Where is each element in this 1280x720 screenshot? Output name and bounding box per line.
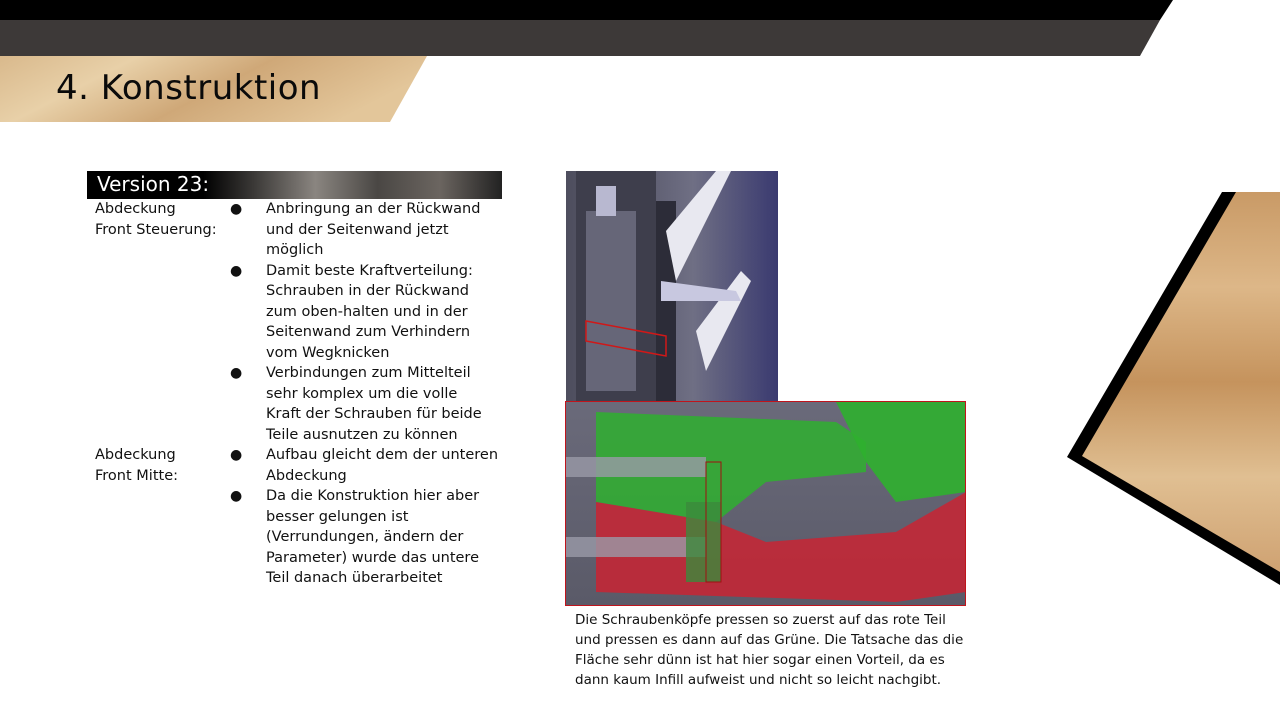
bullet-text: Damit beste Kraftverteilung:: [266, 262, 473, 279]
bullet-text: Abdeckung: [266, 467, 347, 484]
bullet-text: zum oben-halten und in der: [266, 303, 468, 320]
bullet-text: Verbindungen zum Mittelteil: [266, 365, 471, 381]
bullet-icon: ●: [230, 488, 243, 504]
bullet-text: Schrauben in der Rückwand: [266, 283, 469, 299]
bullet-text: Kraft der Schrauben für beide: [266, 406, 482, 422]
bullet-text: Aufbau gleicht dem der unteren: [266, 447, 499, 463]
bullet-text: sehr komplex um die volle: [266, 385, 458, 402]
caption-line: Fläche sehr dünn ist hat hier sogar einen Vorteil, da es: [575, 652, 945, 668]
caption-line: dann kaum Infill aufweist und nicht so leicht nachgibt.: [575, 672, 942, 688]
version-header: [87, 171, 502, 199]
bullet-icon: ●: [230, 201, 243, 217]
bullet-text: Anbringung an der Rückwand: [266, 201, 481, 217]
image-caption: [575, 610, 965, 690]
cad-image-overview: [566, 171, 778, 402]
bullet-text: Parameter) wurde das untere: [266, 549, 479, 566]
bullet-icon: ●: [230, 262, 243, 279]
top-black-bar: [0, 0, 1173, 20]
top-gray-bar: [0, 20, 1160, 56]
caption-line: Die Schraubenköpfe pressen so zuerst auf das rote Teil: [575, 612, 946, 628]
bullet-text: Da die Konstruktion hier aber: [266, 488, 480, 504]
bullet-text: vom Wegknicken: [266, 344, 390, 361]
bullet-text: und der Seitenwand jetzt: [266, 221, 449, 238]
bullet-icon: ●: [230, 447, 243, 463]
section-label: Abdeckung: [95, 201, 176, 217]
bullet-icon: ●: [230, 365, 243, 381]
section-label: Front Mitte:: [95, 467, 178, 484]
version-header-text: Version 23:: [97, 172, 210, 196]
bullet-text: möglich: [266, 242, 324, 258]
bullet-text: Teil danach überarbeitet: [266, 570, 443, 586]
section-label: Abdeckung: [95, 447, 176, 463]
cad-image-detail: [565, 401, 966, 606]
slide-title: 4. Konstruktion: [56, 68, 322, 108]
caption-line: und pressen es dann auf das Grüne. Die Tatsache das die: [575, 632, 964, 648]
bullet-text: Seitenwand zum Verhindern: [266, 324, 471, 340]
bullet-text: (Verrundungen, ändern der: [266, 529, 464, 545]
bullet-text: Teile ausnutzen zu können: [266, 426, 458, 443]
bullet-text: besser gelungen ist: [266, 508, 409, 525]
section-label: Front Steuerung:: [95, 221, 217, 238]
